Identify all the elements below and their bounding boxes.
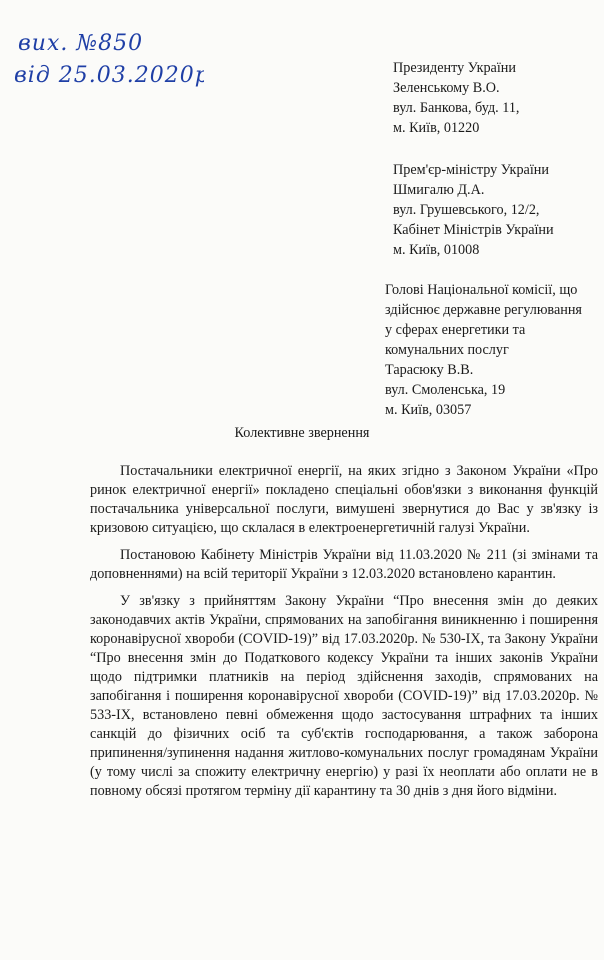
registration-number: вих. №850	[18, 31, 144, 56]
registration-date: від 25.03.2020р	[14, 63, 204, 88]
address-line: вул. Грушевського, 12/2,	[393, 202, 540, 218]
address-line: Тарасюку В.В.	[385, 362, 474, 378]
address-line: Президенту України	[393, 60, 516, 76]
letter-body	[90, 462, 598, 809]
paragraph: У зв'язку з прийняттям Закону України “Про внесення змін до деяких законодавчих актів України, спрямованих на запобігання виникненню і поширення коронавірусної хвороби (COVID-19)” від 17.03.2020р. № 530-IX, та Закону України “Про внесення змін до Податкового кодексу України та інших законів України щодо підтримки платників на період здійснення заходів, спрямованих на запобігання і поширення коронавірусної хвороби (COVID-19)” від 17.03.2020р. № 533-IX, встановлено певні обмеження щодо застосування штрафних та інших санкцій до фізичних осіб та суб'єктів господарювання, а також заборона припинення/зупинення надання житлово-комунальних послуг громадянам України (у тому числі за спожиту електричну енергію) у разі їх неоплати або оплати не в повному обсязі протягом терміну дії карантину та 30 днів з дня його відміни.	[90, 593, 598, 799]
paragraph: Постановою Кабінету Міністрів України від 11.03.2020 № 211 (зі змінами та доповненнями) на всій території України з 12.03.2020 встановлено карантин.	[90, 547, 598, 582]
address-line: Зеленському В.О.	[393, 80, 500, 96]
address-line: Прем'єр-міністру України	[393, 162, 549, 178]
address-line: Шмигалю Д.А.	[393, 182, 485, 198]
address-line: м. Київ, 01220	[393, 120, 480, 136]
address-line: Голові Національної комісії, що	[385, 282, 578, 298]
address-line: комунальних послуг	[385, 342, 509, 358]
address-line: м. Київ, 03057	[385, 402, 472, 418]
handwritten-registration-note	[14, 22, 204, 92]
recipient-president	[393, 58, 519, 138]
address-line: Кабінет Міністрів України	[393, 222, 554, 238]
recipient-commission-head	[385, 280, 595, 420]
handwriting-svg	[14, 22, 204, 92]
document-title: Колективне звернення	[234, 425, 370, 441]
address-line: вул. Смоленська, 19	[385, 382, 506, 398]
address-line: здійснює державне регулювання	[385, 302, 582, 318]
address-line: у сферах енергетики та	[385, 322, 526, 338]
address-line: м. Київ, 01008	[393, 242, 480, 258]
address-line: вул. Банкова, буд. 11,	[393, 100, 520, 116]
paragraph: Постачальники електричної енергії, на яких згідно з Законом України «Про ринок електричної енергії» покладено спеціальні обов'язки з виконання функцій постачальника універсальної послуги, вимушені звернутися до Вас у зв'язку із кризовою ситуацією, що склалася в електроенергетичній галузі України.	[90, 463, 598, 536]
recipient-prime-minister	[393, 160, 554, 260]
